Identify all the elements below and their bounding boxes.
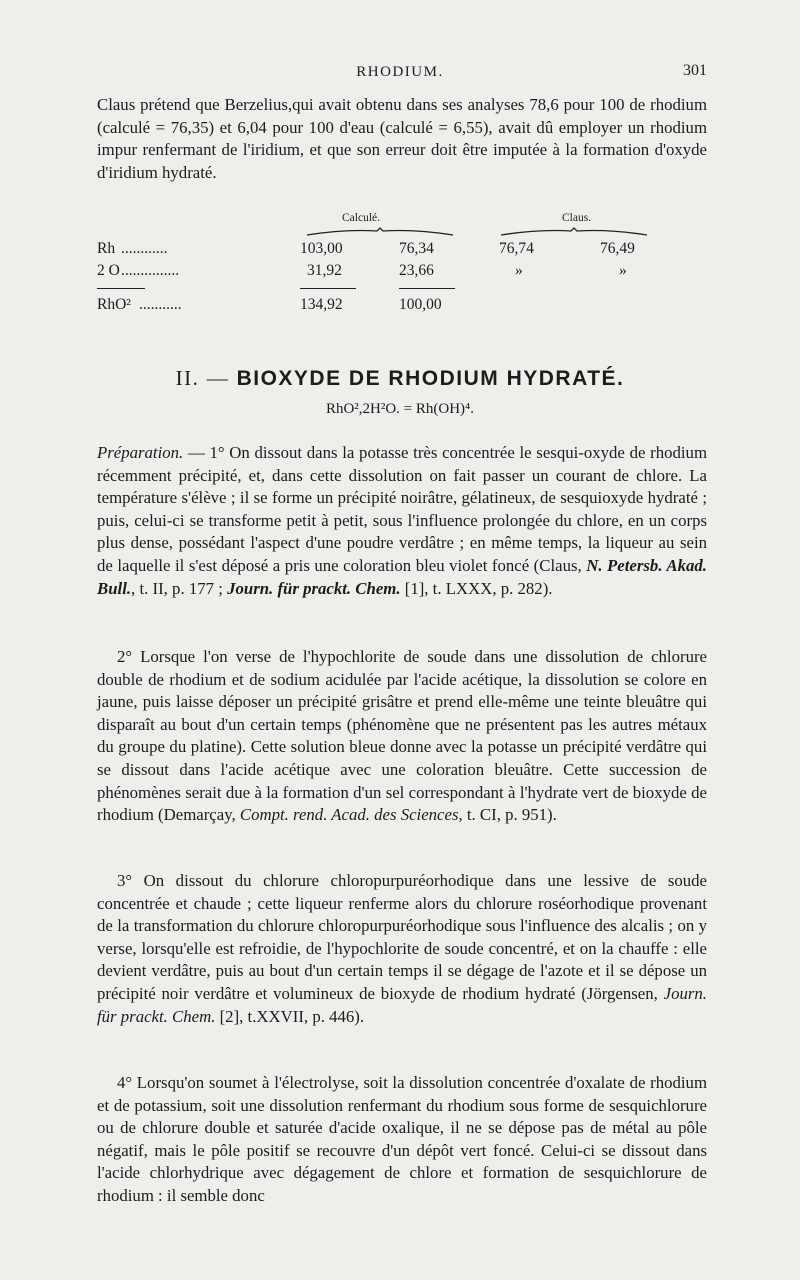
group-heading-claus: Claus.	[562, 212, 592, 224]
preparation-lead: Préparation.	[97, 443, 184, 462]
total-rule-calc1	[300, 288, 356, 289]
paragraph-text: 2° Lorsque l'on verse de l'hypochlorite de soude dans une dissolution de chlorure double de rhodium et de sodium acidulée par l'acide acétique, la dissolution se colore en jaune, puis laisse déposer un précipité grisâtre et prend elle-même une teinte bleuâtre qui disparaît au bout d'un certain temps (phénomène que ne présentent pas les autres métaux du groupe du platine). Cette solution bleue donne avec la potasse un précipité verdâtre qui se dissout dans l'acide acétique avec une coloration bleuâtre. Cette succession de phénomènes serait due à la formation d'un sel correspondant à l'hydrate vert de bioxyde de rhodium (Demarçay,	[97, 647, 707, 825]
preparation-paragraph-4: 4° Lorsqu'on soumet à l'électrolyse, soit la dissolution concentrée d'oxalate de rhodium et de potassium, soit une dissolution renfermant du rhodium sous forme de sesquichlorure ou de chlorure double et saturée d'acide oxalique, il ne se dépose pas de métal au pôle négatif, mais le pôle positif se recouvre d'un dépôt vert foncé. Celui-ci se dissout dans l'acide chlorhydrique avec dégagement de chlore et formation de sesquichlorure de rhodium : il semble donc	[97, 1073, 707, 1205]
claus-value-1: »	[515, 262, 523, 279]
calcule-value-1: 103,00	[300, 240, 343, 257]
reference-title: N. Petersb. Akad. Bull.	[97, 555, 707, 598]
total-leader-dots: ...........	[139, 296, 182, 313]
row-label: 2 O	[97, 262, 120, 279]
claus-brace	[499, 227, 649, 237]
calcule-value-2: 23,66	[399, 262, 434, 279]
page-number: 301	[683, 62, 707, 79]
total-calcule-value-2: 100,00	[399, 296, 442, 313]
section-title: BIOXYDE DE RHODIUM HYDRATÉ.	[236, 367, 625, 390]
row-label: Rh	[97, 240, 116, 257]
reference-title: Journ. für prackt. Chem.	[97, 983, 707, 1026]
claus-value-1: 76,74	[499, 240, 534, 257]
total-calcule-value-1: 134,92	[300, 296, 343, 313]
paragraph-text: , t. CI, p. 951).	[458, 805, 557, 825]
section-heading	[0, 366, 800, 391]
calcule-value-1: 31,92	[307, 262, 342, 279]
claus-value-2: »	[619, 262, 627, 279]
row-leader-dots: ............	[121, 240, 168, 257]
section-number: II.	[175, 366, 200, 390]
composition-table	[97, 210, 707, 325]
preparation-paragraph-3	[97, 870, 707, 1028]
paragraph-text: [2], t.XXVII, p. 446).	[215, 1006, 365, 1026]
row-leader-dots: ...............	[121, 262, 180, 279]
running-title: RHODIUM.	[356, 64, 444, 80]
paragraph-text: 3° On dissout du chlorure chloropurpuréorhodique dans une lessive de soude concentrée et chaude ; cette liqueur renferme alors du chlorure roséorhodique provenant de la transformation du chlorure chloropurpuréorhodique sous l'influence des alcalis ; on y verse, lorsqu'elle est refroidie, de l'hypochlorite de soude concentré, et on la chauffe : elle devient verdâtre, puis au bout d'un certain temps il se dégage de l'azote et il se dépose un précipité noir verdâtre et volumineux de bioxyde de rhodium hydraté (Jörgensen,	[97, 871, 707, 1003]
calcule-brace	[305, 227, 455, 237]
calcule-value-2: 76,34	[399, 240, 434, 257]
reference-title: Journ. für prackt. Chem.	[227, 578, 401, 598]
group-heading-calcule: Calculé.	[342, 212, 380, 224]
page-header	[0, 62, 800, 86]
total-label: RhO²	[97, 296, 131, 313]
claus-value-2: 76,49	[600, 240, 635, 257]
paragraph-text: , t. II, p. 177 ;	[131, 578, 228, 598]
preparation-paragraph-2	[97, 646, 707, 827]
preparation-paragraph-1	[97, 442, 707, 600]
total-rule-calc2	[399, 288, 455, 289]
paragraph-text: [1], t. LXXX, p. 282).	[400, 578, 553, 598]
reference-title: Compt. rend. Acad. des Sciences	[239, 805, 459, 825]
section-dash: —	[206, 366, 230, 390]
intro-paragraph: Claus prétend que Berzelius,qui avait obtenu dans ses analyses 78,6 pour 100 de rhodium (calculé = 76,35) et 6,04 pour 100 d'eau (calculé = 6,55), avait dû employer un rhodium impur renfermant de l'iridium, et que son erreur doit être imputée à la formation d'oxyde d'iridium hydraté.	[97, 95, 707, 182]
paragraph-text: — 1° On dissout dans la potasse très concentrée le sesqui-oxyde de rhodium récemment précipité, et, dans cette dissolution on fait passer un courant de chlore. La température s'élève ; il se forme un précipité noirâtre, gélatineux, de sesquioxyde hydraté ; puis, celui-ci se transforme petit à petit, sous l'influence prolongée du chlore, en un corps plus dense, possédant l'aspect d'une poudre verdâtre ; en même temps, la liqueur au sein de laquelle il s'est déposé a pris une coloration bleu violet foncé (Claus,	[97, 443, 707, 575]
total-rule-label	[97, 288, 145, 289]
section-formula: RhO²,2H²O. = Rh(OH)⁴.	[325, 401, 475, 417]
